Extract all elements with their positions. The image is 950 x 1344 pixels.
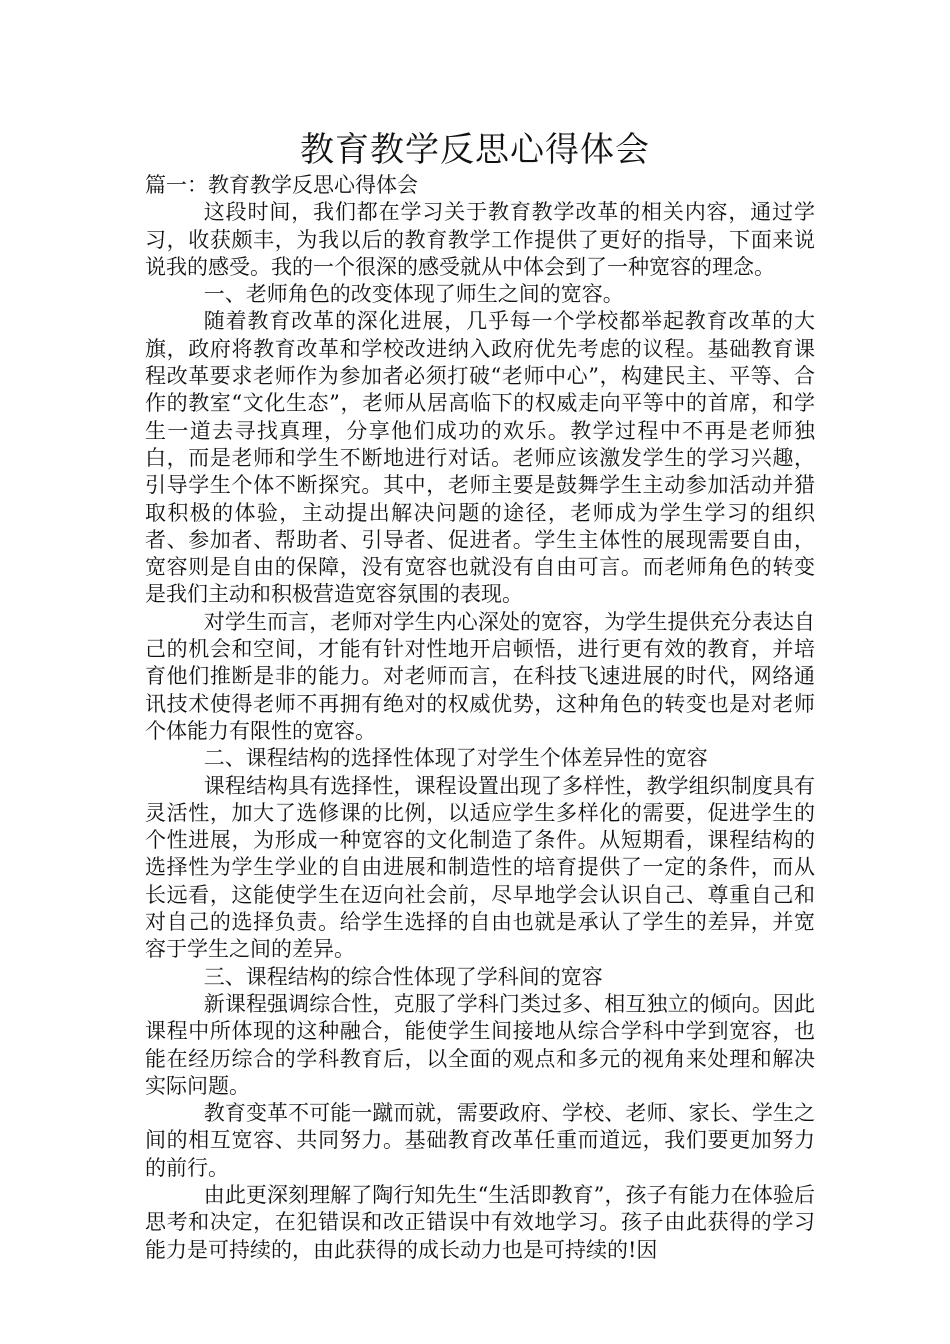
paragraph: 由此更深刻理解了陶行知先生“生活即教育”，孩子有能力在体验后思考和决定，在犯错误和改正错误中有效地学习。孩子由此获得的学习能力是可持续的，由此获得的成长动力也是可持续的!因 [145,1182,815,1262]
paragraph: 新课程强调综合性，克服了学科门类过多、相互独立的倾向。因此课程中所体现的这种融合，能使学生间接地从综合学科中学到宽容，也能在经历综合的学科教育后，以全面的观点和多元的视角来处理和解决实际问题。 [145,991,815,1098]
document-body [145,172,815,1264]
section-heading: 二、课程结构的选择性体现了对学生个体差异性的宽容 [203,746,708,771]
paragraph: 教育变革不可能一蹴而就，需要政府、学校、老师、家长、学生之间的相互宽容、共同努力。基础教育改革任重而道远，我们要更加努力的前行。 [145,1101,815,1180]
section-heading: 一、老师角色的改变体现了师生之间的宽容。 [203,282,624,307]
paragraph: 随着教育改革的深化进展，几乎每一个学校都举起教育改革的大旗，政府将教育改革和学校改进纳入政府优先考虑的议程。基础教育课程改革要求老师作为参加者必须打破“老师中心”，构建民主、平等、合作的教室“文化生态”，老师从居高临下的权威走向平等中的首席，和学生一道去寻找真理，分享他们成功的欢乐。教学过程中不再是老师独白，而是老师和学生不断地进行对话。老师应该激发学生的学习兴趣，引导学生个体不断探究。其中，老师主要是鼓舞学生主动参加活动并猎取积极的体验，主动提出解决问题的途径，老师成为学生学习的组织者、参加者、帮助者、引导者、促进者。学生主体性的展现需要自由，宽容则是自由的保障，没有宽容也就没有自由可言。而老师角色的转变是我们主动和积极营造宽容氛围的表现。 [145,309,815,607]
paragraph: 对学生而言，老师对学生内心深处的宽容，为学生提供充分表达自己的机会和空间，才能有针对性地开启顿悟，进行更有效的教育，并培育他们推断是非的能力。对老师而言，在科技飞速进展的时代，网络通讯技术使得老师不再拥有绝对的权威优势，这种角色的转变也是对老师个体能力有限性的宽容。 [145,609,815,743]
section-heading: 三、课程结构的综合性体现了学科间的宽容 [203,964,603,989]
paragraph: 课程结构具有选择性，课程设置出现了多样性，教学组织制度具有灵活性，加大了选修课的比例，以适应学生多样化的需要，促进学生的个性进展，为形成一种宽容的文化制造了条件。从短期看，课程结构的选择性为学生学业的自由进展和制造性的培育提供了一定的条件，而从长远看，这能使学生在迈向社会前，尽早地学会认识自己、尊重自己和对自己的选择负责。给学生选择的自由也就是承认了学生的差异，并宽容于学生之间的差异。 [145,773,815,962]
paragraph: 这段时间，我们都在学习关于教育教学改革的相关内容，通过学习，收获颇丰，为我以后的教育教学工作提供了更好的指导，下面来说说我的感受。我的一个很深的感受就从中体会到了一种宽容的理念。 [145,200,815,279]
document-title: 教育教学反思心得体会 [300,130,650,170]
section-label: 篇一：教育教学反思心得体会 [145,173,418,197]
